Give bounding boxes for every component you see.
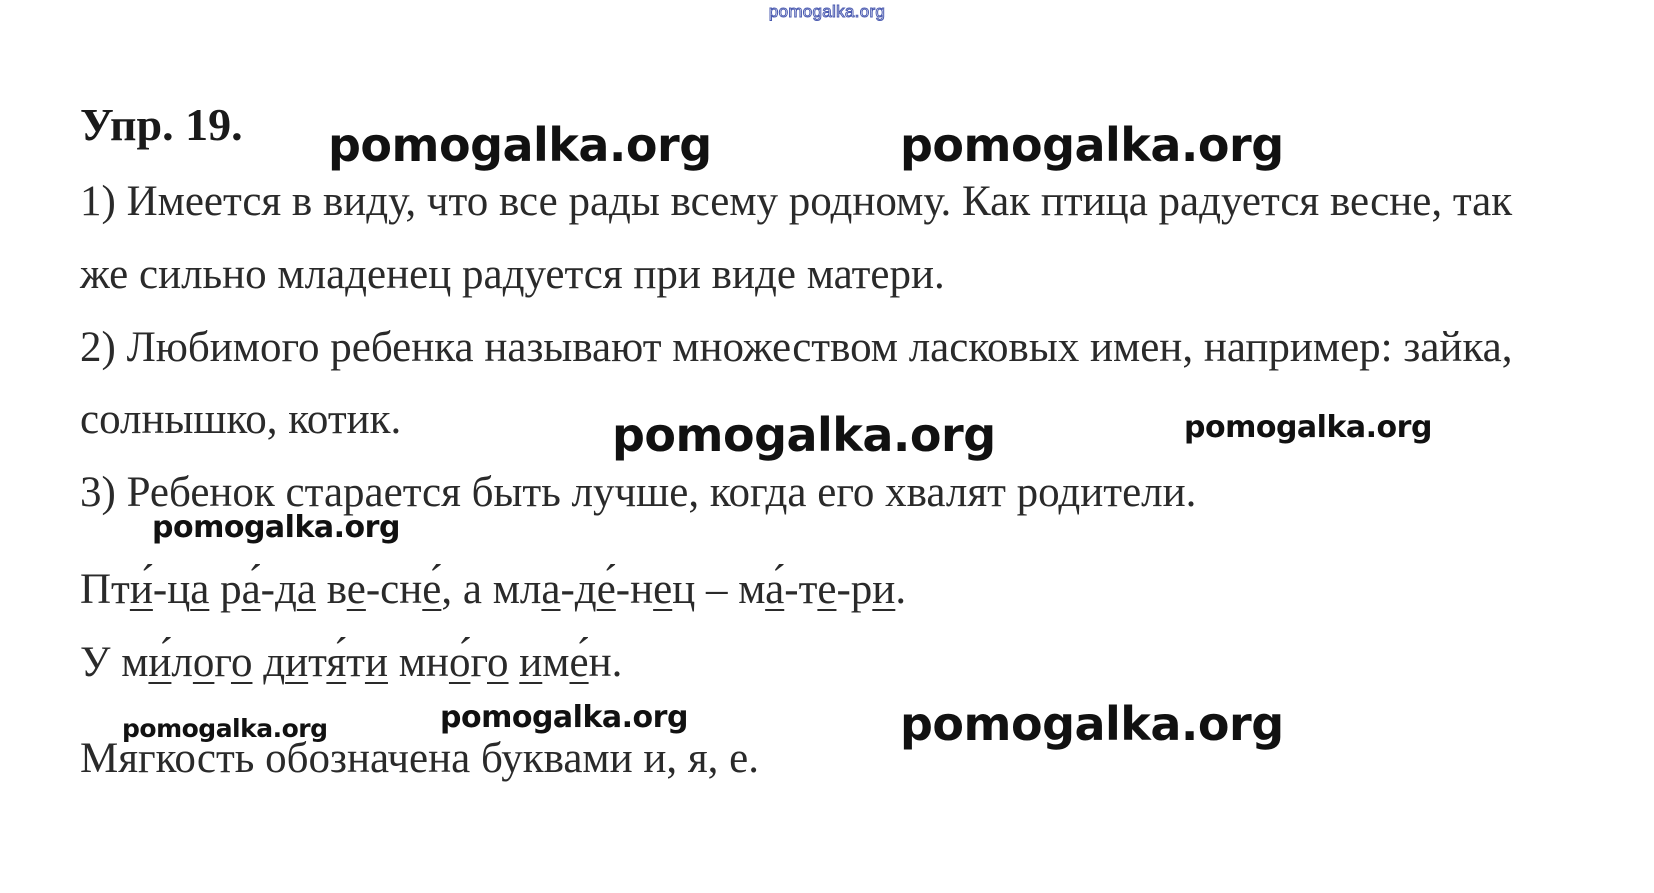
text-segment: л <box>171 639 193 686</box>
watermark: pomogalka.org <box>900 697 1284 751</box>
proverb-marked <box>80 641 622 684</box>
underlined-vowel: е́ <box>596 566 616 613</box>
text-segment: -т <box>784 566 818 613</box>
text-segment: н. <box>588 639 623 686</box>
underlined-vowel: е <box>817 566 837 613</box>
text-segment: -н <box>615 566 654 613</box>
text-segment: мн <box>387 639 449 686</box>
watermark: pomogalka.org <box>900 118 1284 172</box>
underlined-vowel: а́ <box>765 566 785 613</box>
watermark: pomogalka.org <box>440 700 688 735</box>
text-segment: , а мл <box>441 566 542 613</box>
text-segment: г <box>470 639 488 686</box>
text-segment: ц – м <box>672 566 766 613</box>
text-segment: У м <box>80 639 149 686</box>
underlined-vowel: а <box>296 566 316 613</box>
text-segment: -ц <box>152 566 191 613</box>
underlined-vowel: е́ <box>422 566 442 613</box>
underlined-vowel: е <box>653 566 673 613</box>
answer-3: 3) Ребенок старается быть лучше, когда его хвалят родители. <box>80 469 1197 516</box>
underlined-vowel: о <box>230 639 253 686</box>
text-segment: -д <box>560 566 597 613</box>
underlined-vowel: е <box>346 566 366 613</box>
top-watermark: pomogalka.org <box>768 2 886 21</box>
text-segment: м <box>542 639 570 686</box>
text-segment: . <box>895 566 907 613</box>
underlined-vowel: и <box>285 639 309 686</box>
underlined-vowel: и <box>364 639 388 686</box>
underlined-vowel: а́ <box>241 566 261 613</box>
text-segment: т <box>346 639 365 686</box>
underlined-vowel: я́ <box>326 639 347 686</box>
softness-conclusion: Мягкость обозначена буквами и, я, е. <box>80 735 760 782</box>
underlined-vowel: о <box>487 639 509 686</box>
exercise-title: Упр. 19. <box>80 99 243 150</box>
underlined-vowel: а <box>190 566 210 613</box>
underlined-vowel: и <box>519 639 543 686</box>
text-segment: г <box>214 639 231 686</box>
watermark: pomogalka.org <box>152 510 400 545</box>
underlined-vowel: е́ <box>569 639 589 686</box>
answer-2-line-1: 2) Любимого ребенка называют множеством ласковых имен, например: зайка, <box>80 324 1513 371</box>
watermark: pomogalka.org <box>1184 410 1432 445</box>
answer-1-line-1: 1) Имеется в виду, что все рады всему родному. Как птица радуется весне, так <box>80 178 1513 225</box>
text-segment: в <box>315 566 347 613</box>
text-segment: -р <box>836 566 873 613</box>
text-segment: Пт <box>80 566 130 613</box>
text-segment: д <box>252 639 286 686</box>
text-segment <box>509 639 520 686</box>
underlined-vowel: о <box>192 639 215 686</box>
text-segment: т <box>308 639 327 686</box>
underlined-vowel: а <box>541 566 561 613</box>
watermark: pomogalka.org <box>612 408 996 462</box>
text-segment: -д <box>260 566 297 613</box>
answer-1-line-2: же сильно младенец радуется при виде матери. <box>80 251 945 298</box>
watermark: pomogalka.org <box>328 118 712 172</box>
underlined-vowel: о́ <box>448 639 471 686</box>
proverb-syllables <box>80 568 906 611</box>
text-segment: р <box>209 566 242 613</box>
underlined-vowel: и́ <box>129 566 153 613</box>
text-segment: -сн <box>365 566 423 613</box>
underlined-vowel: и́ <box>148 639 172 686</box>
watermark: pomogalka.org <box>122 714 328 743</box>
answer-2-line-2: солнышко, котик. <box>80 396 402 443</box>
underlined-vowel: и <box>872 566 896 613</box>
